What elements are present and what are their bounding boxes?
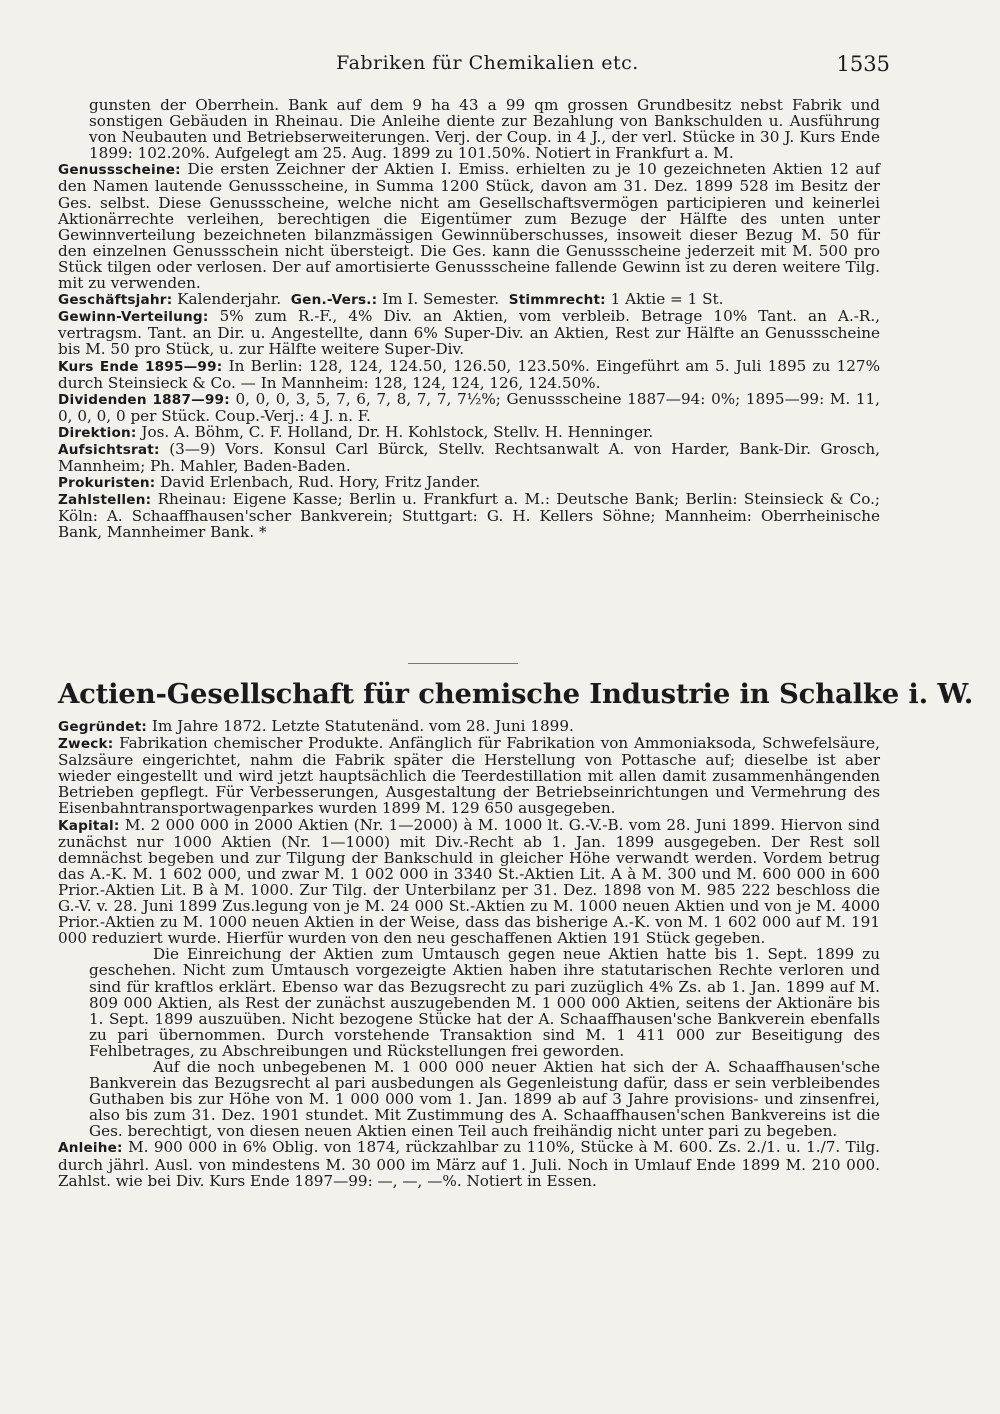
gegruendet-section	[58, 718, 880, 735]
dividenden-text: 0, 0, 0, 3, 5, 7, 6, 7, 8, 7, 7, 7½%; Genussscheine 1887—94: 0%; 1895—99: M. 11, 0, 0, 0, 0 per Stück. Coup.-Verj.: 4 J. n. F.	[58, 389, 881, 425]
kurs-text: In Berlin: 128, 124, 124.50, 126.50, 123.50%. Eingeführt am 5. Juli 1895 zu 127% durch Steinsieck & Co. — In Mannheim: 128, 124, 124, 126, 124.50%.	[58, 356, 880, 392]
prokuristen-text: David Erlenbach, Rud. Hory, Fritz Jander.	[160, 473, 481, 492]
kapital-text: M. 2 000 000 in 2000 Aktien (Nr. 1—2000) à M. 1000 lt. G.-V.-B. vom 28. Juni 1899. Hiervon sind zunächst nur 1000 Aktien (Nr. 1—1000) mit Div.-Recht ab 1. Jan. 1899 ausgegeben. Der Rest soll demnächst begeben und zur Tilgung der Bankschuld in gleicher Höhe verwandt werden. Vordem betrug das A.-K. M. 1 602 000, und zwar M. 1 002 000 in 3340 St.-Aktien Lit. A à M. 300 und M. 600 000 in 600 Prior.-Aktien Lit. B à M. 1000. Zur Tilg. der Unterbilanz per 31. Dez. 1898 von M. 985 222 beschloss die G.-V. v. 28. Juni 1899 Zus.legung von je M. 24 000 St.-Aktien zu M. 1000 neuen Aktien und von je M. 4000 Prior.-Aktien zu M. 1000 neuen Aktien in der Weise, dass das bisherige A.-K. von M. 1 602 000 auf M. 191 000 reduziert wurde. Hierfür wurden von den neu geschaffenen Aktien 191 Stück gegeben.	[58, 815, 881, 948]
kapital-paragraph-2: Die Einreichung der Aktien zum Umtausch gegen neue Aktien hatte bis 1. Sept. 1899 zu geschehen. Nicht zum Umtausch vorgezeigte Aktien haben ihre statutarischen Rechte verloren und sind für kraftlos erklärt. Ebenso war das Bezugsrecht zu pari zuzüglich 4% Zs. ab 1. Jan. 1899 auf M. 809 000 Aktien, als Rest der zunächst auszugebenden M. 1 000 000 Aktien, seitens der Aktionäre bis 1. Sept. 1899 auszuüben. Nicht bezogene Stücke hat der A. Schaaffhausen'sche Bankverein ebenfalls zu pari übernommen. Durch vorstehende Transaktion sind M. 1 411 000 zur Beseitigung des Fehlbetrages, zu Abschreibungen und Rückstellungen frei geworden.	[89, 945, 880, 1060]
kapital-section	[58, 817, 880, 947]
zweck-text: Fabrikation chemischer Produkte. Anfänglich für Fabrikation von Ammoniaksoda, Schwefelsäure, Salzsäure eingerichtet, nahm die Fabrik später die Herstellung von Pottasche auf; dieselbe ist aber wieder eingestellt und wird jetzt hauptsächlich die Teerdestillation mit allen damit zusammenhängenden Betrieben gepflegt. Für Verbesserungen, Ausgestaltung der Betriebseinrichtungen und Vermehrung des Eisenbahntransportwagenparkes wurden 1899 M. 129 650 ausgegeben.	[58, 734, 881, 818]
stimmrecht-label: Stimmrecht:	[508, 292, 606, 309]
geschaeftsjahr-section	[58, 291, 880, 308]
direktion-label: Direktion:	[58, 424, 137, 441]
continuation-paragraph: gunsten der Oberrhein. Bank auf dem 9 ha 43 a 99 qm grossen Grundbesitz nebst Fabrik und sonstigen Gebäuden in Rheinau. Die Anleihe diente zur Bezahlung von Bankschulden u. Ausführung von Neubauten und Betriebserweiterungen. Verj. der Coup. in 4 J., der verl. Stücke in 30 J. Kurs Ende 1899: 102.20%. Aufgelegt am 25. Aug. 1899 zu 101.50%. Notiert in Frankfurt a. M.	[89, 96, 880, 163]
company-title: Actien-Gesellschaft für chemische Industrie in Schalke i. W.	[58, 678, 974, 710]
zweck-label: Zweck:	[58, 736, 114, 753]
page-number: 1535	[836, 52, 890, 76]
aufsichtsrat-section	[58, 441, 880, 474]
anleihe-text: M. 900 000 in 6% Oblig. von 1874, rückzahlbar zu 110%, Stücke à M. 600. Zs. 2./1. u. 1./7. Tilg. durch jährl. Ausl. von mindestens M. 30 000 im März auf 1. Juli. Noch in Umlauf Ende 1899 M. 210 000. Zahlst. wie bei Div. Kurs Ende 1897—99: —, —, —%. Notiert in Essen.	[58, 1138, 881, 1190]
direktion-text: Jos. A. Böhm, C. F. Holland, Dr. H. Kohlstock, Stellv. H. Henninger.	[141, 422, 654, 441]
prokuristen-section	[58, 474, 880, 491]
dividenden-section	[58, 391, 880, 424]
geschaeftsjahr-text: Kalenderjahr.	[177, 290, 282, 309]
gewinn-section	[58, 308, 880, 357]
running-title: Fabriken für Chemikalien etc.	[336, 52, 639, 74]
genvers-text: Im I. Semester.	[382, 290, 500, 309]
aufsichtsrat-text: (3—9) Vors. Konsul Carl Bürck, Stellv. Rechtsanwalt A. von Harder, Bank-Dir. Grosch, Mannheim; Ph. Mahler, Baden-Baden.	[58, 439, 880, 476]
prokuristen-label: Prokuristen:	[58, 475, 156, 492]
geschaeftsjahr-label: Geschäftsjahr:	[58, 292, 173, 309]
kapital-label: Kapital:	[58, 817, 120, 834]
genussscheine-text: Die ersten Zeichner der Aktien I. Emiss. erhielten zu je 10 gezeichneten Aktien 12 auf den Namen lautende Genussscheine, in Summa 1200 Stück, davon am 31. Dez. 1899 528 im Besitz der Ges. selbst. Diese Genussscheine, welche nicht am Gesellschaftsvermögen participieren und keinerlei Aktionärrechte verleihen, berechtigen die Eigentümer zum Bezuge der Hälfte des unten unter Gewinnverteilung bezeichneten bilanzmässigen Gewinnüberschusses, insoweit dieser Bezug M. 50 für den einzelnen Genussschein nicht übersteigt. Die Ges. kann die Genussscheine jederzeit mit M. 500 pro Stück tilgen oder verlosen. Der auf amortisierte Genussscheine fallende Gewinn ist zu deren weitere Tilg. mit zu verwenden.	[58, 160, 881, 293]
section-divider	[408, 663, 518, 664]
anleihe-section	[58, 1139, 880, 1188]
zahlstellen-section	[58, 491, 880, 540]
entry-end-asterisk: *	[258, 523, 267, 542]
gewinn-label: Gewinn-Verteilung:	[58, 309, 209, 326]
zweck-section	[58, 735, 880, 816]
running-header	[85, 52, 890, 82]
kurs-label: Kurs Ende 1895—99:	[58, 358, 223, 375]
aufsichtsrat-label: Aufsichtsrat:	[58, 441, 160, 458]
gegruendet-label: Gegründet:	[58, 719, 148, 735]
stimmrecht-text: 1 Aktie = 1 St.	[610, 290, 724, 309]
zahlstellen-text: Rheinau: Eigene Kasse; Berlin u. Frankfurt a. M.: Deutsche Bank; Berlin: Steinsieck & Co.; Köln: A. Schaaffhausen'scher Bankverein; Stuttgart: G. H. Kellers Söhne; Mannheim: Oberrheinische Bank, Mannheimer Bank.	[58, 490, 881, 542]
first-company-block	[58, 97, 880, 541]
zahlstellen-label: Zahlstellen:	[58, 492, 152, 509]
genussscheine-section	[58, 161, 880, 291]
gewinn-text: 5% zum R.-F., 4% Div. an Aktien, vom verbleib. Betrage 10% Tant. an A.-R., vertragsm. Tant. an Dir. u. Angestellte, dann 6% Super-Div. an Aktien, Rest zur Hälfte an Genussscheine bis M. 50 pro Stück, u. zur Hälfte weitere Super-Div.	[58, 307, 880, 359]
second-company-block	[58, 718, 880, 1189]
kapital-paragraph-3: Auf die noch unbegebenen M. 1 000 000 neuer Aktien hat sich der A. Schaaffhausen'sche Bankverein das Bezugsrecht al pari ausbedungen als Gegenleistung dafür, dass er sein verbleibendes Guthaben bis zur Höhe von M. 1 000 000 vom 1. Jan. 1899 ab auf 3 Jahre provisions- und zinsenfrei, also bis zum 31. Dez. 1901 stundet. Mit Zustimmung des A. Schaaffhausen'schen Bankvereins ist die Ges. berechtigt, von diesen neuen Aktien einen Teil auch freihändig nicht unter pari zu begeben.	[89, 1057, 880, 1141]
genussscheine-label: Genussscheine:	[58, 162, 181, 179]
kurs-section	[58, 358, 880, 391]
gegruendet-text: Im Jahre 1872. Letzte Statutenänd. vom 28. Juni 1899.	[151, 717, 574, 735]
dividenden-label: Dividenden 1887—99:	[58, 391, 230, 408]
genvers-label: Gen.-Vers.:	[290, 292, 378, 309]
anleihe-label: Anleihe:	[58, 1140, 123, 1157]
direktion-section	[58, 424, 880, 441]
